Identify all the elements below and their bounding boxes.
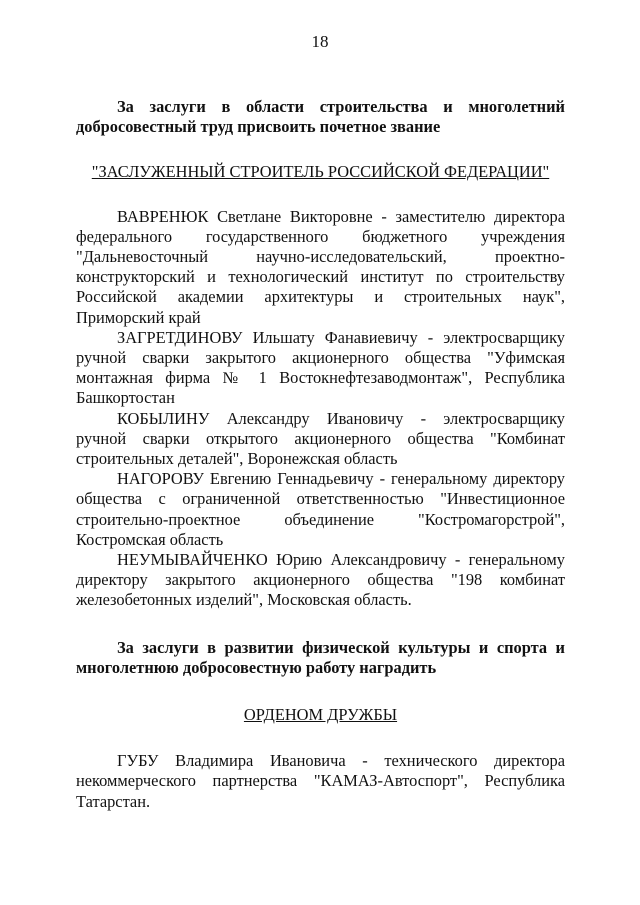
award-entry-zagretdinov: ЗАГРЕТДИНОВУ Ильшату Фанавиевичу - электросварщику ручной сварки закрытого акционерного общества "Уфимская монтажная фирма № 1 Востокнефтезаводмонтаж", Республика Башкортостан [76, 327, 565, 408]
award-entry-kobylin: КОБЫЛИНУ Александру Ивановичу - электросварщику ручной сварки открытого акционерного общества "Комбинат строительных деталей", Воронежская область [76, 408, 565, 469]
award-entry-gub: ГУБУ Владимира Ивановича - технического директора некоммерческого партнерства "КАМАЗ-Автоспорт", Республика Татарстан. [76, 751, 565, 811]
section-1-heading: За заслуги в области строительства и многолетний добросовестный труд присвоить почетное звание [76, 97, 565, 137]
section-1-award-title: "ЗАСЛУЖЕННЫЙ СТРОИТЕЛЬ РОССИЙСКОЙ ФЕДЕРАЦИИ" [91, 162, 550, 182]
section-2-heading: За заслуги в развитии физической культуры и спорта и многолетнюю добросовестную работу наградить [76, 637, 565, 677]
page-number: 18 [311, 32, 329, 51]
section-2-award-title: ОРДЕНОМ ДРУЖБЫ [243, 705, 398, 725]
award-entry-nagorov: НАГОРОВУ Евгению Геннадьевичу - генеральному директору общества с ограниченной ответственностью "Инвестиционное строительно-проектное объединение "Костромагорстрой", Костромская область [76, 469, 565, 549]
document-body [76, 97, 565, 812]
award-entry-vavrenyuk: ВАВРЕНЮК Светлане Викторовне - заместителю директора федерального государственного бюджетного учреждения "Дальневосточный научно-исследовательский, проектно-конструкторский и технологический институт по строительству Российской академии архитектуры и строительных наук", Приморский край [76, 206, 565, 327]
award-entry-neumyvaychenko: НЕУМЫВАЙЧЕНКО Юрию Александровичу - генеральному директору закрытого акционерного общества "198 комбинат железобетонных изделий", Московская область. [76, 550, 565, 610]
